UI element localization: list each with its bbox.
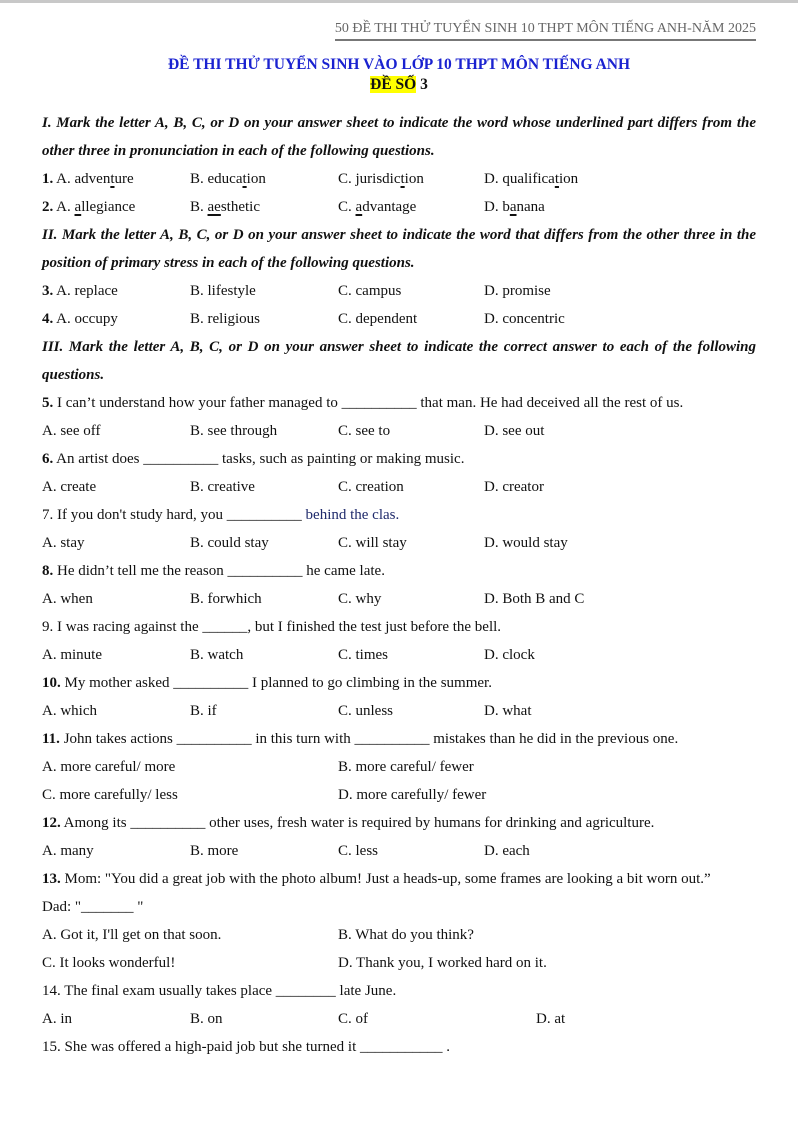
option-text: A. occupy (53, 311, 118, 327)
option-text: A. minute (42, 647, 102, 663)
question-stem (42, 389, 756, 417)
option-text: C. (338, 199, 356, 215)
option-D[interactable] (484, 529, 568, 557)
option-B[interactable] (190, 837, 238, 865)
option-A[interactable] (42, 305, 118, 333)
question-stem (42, 445, 756, 473)
options-row (42, 753, 756, 781)
option-text: C. times (338, 647, 389, 663)
options-row (42, 305, 756, 333)
option-text: A. see off (42, 423, 101, 439)
option-text: A. more careful/ more (42, 759, 176, 775)
option-text: A. Got it, I'll get on that soon. (42, 927, 222, 943)
option-B[interactable] (190, 473, 255, 501)
option-B[interactable] (190, 585, 262, 613)
option-C[interactable] (338, 305, 417, 333)
option-D[interactable] (484, 417, 544, 445)
option-C[interactable] (338, 193, 416, 221)
question-stem (42, 1033, 756, 1061)
option-A[interactable] (42, 641, 102, 669)
option-text: C. campus (338, 283, 402, 299)
option-D[interactable] (484, 193, 545, 221)
option-text-rest: sthetic (220, 199, 260, 215)
option-B[interactable] (190, 305, 260, 333)
option-C[interactable] (338, 165, 424, 193)
underlined-part: t (554, 171, 559, 187)
question-number: 9. (42, 619, 54, 635)
options-row (42, 837, 756, 865)
option-A[interactable] (42, 193, 135, 221)
option-text: B. if (190, 703, 217, 719)
option-C[interactable] (338, 473, 404, 501)
stem-text: Mom: "You did a great job with the photo album! Just a heads-up, some frames are looking a bit worn out.” (60, 871, 711, 887)
options-row (42, 949, 756, 977)
exam-body (42, 109, 756, 1061)
option-B[interactable] (338, 921, 474, 949)
option-text: A. create (42, 479, 97, 495)
option-text: D. creator (484, 479, 544, 495)
option-A[interactable] (42, 585, 93, 613)
question-number: 14. (42, 983, 61, 999)
option-text: B. educa (190, 171, 243, 187)
question-number: 6. (42, 451, 54, 467)
stem-text: I can’t understand how your father managed to __________ that man. He had deceived all the rest of us. (53, 395, 684, 411)
option-D[interactable] (338, 949, 547, 977)
options-row (42, 585, 756, 613)
option-text: A. replace (53, 283, 118, 299)
option-text-rest: nana (516, 199, 545, 215)
option-B[interactable] (190, 417, 277, 445)
stem-text-continued: behind the clas. (305, 507, 400, 523)
option-D[interactable] (484, 277, 551, 305)
option-text-rest: dvantage (362, 199, 417, 215)
option-text: D. qualifica (484, 171, 555, 187)
option-text-rest: ure (114, 171, 134, 187)
question-stem (42, 809, 756, 837)
stem-text: An artist does __________ tasks, such as painting or making music. (53, 451, 465, 467)
option-C[interactable] (338, 1005, 368, 1033)
option-text: D. promise (484, 283, 551, 299)
option-text: D. at (536, 1011, 566, 1027)
option-B[interactable] (190, 641, 243, 669)
stem-text: The final exam usually takes place ________ late June. (60, 983, 397, 999)
question-number: 13. (42, 871, 61, 887)
question-11 (42, 725, 756, 809)
option-text: C. why (338, 591, 382, 607)
option-text: D. Both B and C (484, 591, 585, 607)
option-text-rest: ion (246, 171, 266, 187)
option-D[interactable] (484, 641, 535, 669)
option-text-rest: llegiance (81, 199, 136, 215)
option-D[interactable] (484, 165, 578, 193)
options-row (42, 277, 756, 305)
question-stem (42, 501, 756, 529)
option-D[interactable] (338, 781, 486, 809)
underlined-part: t (400, 171, 405, 187)
option-text: C. creation (338, 479, 404, 495)
question-stem (42, 613, 756, 641)
underlined-part: t (242, 171, 247, 187)
option-text: A. (53, 199, 75, 215)
question-stem (42, 557, 756, 585)
question-number: 8. (42, 563, 54, 579)
options-row (42, 781, 756, 809)
option-A[interactable] (42, 837, 94, 865)
underlined-part: a (509, 199, 517, 215)
option-A[interactable] (42, 753, 175, 781)
question-14 (42, 977, 756, 1033)
option-A[interactable] (42, 921, 221, 949)
question-number: 4. (42, 311, 54, 327)
option-text: A. when (42, 591, 93, 607)
stem-text: I was racing against the ______, but I finished the test just before the bell. (53, 619, 502, 635)
options-row (42, 1005, 756, 1033)
option-text: D. what (484, 703, 532, 719)
option-D[interactable] (484, 585, 584, 613)
options-row (42, 193, 756, 221)
option-text: D. Thank you, I worked hard on it. (338, 955, 547, 971)
option-text: B. What do you think? (338, 927, 474, 943)
option-B[interactable] (190, 193, 260, 221)
exam-number-value: 3 (416, 76, 428, 93)
option-D[interactable] (536, 1005, 565, 1033)
question-2 (42, 193, 756, 221)
option-text: B. watch (190, 647, 244, 663)
section-instruction: I. Mark the letter A, B, C, or D on your answer sheet to indicate the word whose underlined part differs from the other three in pronunciation in each of the following questions. (42, 115, 756, 159)
underlined-part: t (110, 171, 115, 187)
option-C[interactable] (338, 697, 393, 725)
option-A[interactable] (42, 417, 100, 445)
option-A[interactable] (42, 277, 118, 305)
option-C[interactable] (338, 837, 378, 865)
stem-text: She was offered a high-paid job but she turned it ___________ . (60, 1039, 450, 1055)
option-text: D. concentric (484, 311, 565, 327)
option-D[interactable] (484, 697, 532, 725)
stem-text: My mother asked __________ I planned to go climbing in the summer. (60, 675, 492, 691)
option-C[interactable] (338, 529, 407, 557)
option-text: A. in (42, 1011, 72, 1027)
option-B[interactable] (190, 697, 217, 725)
option-B[interactable] (190, 277, 256, 305)
option-text: C. of (338, 1011, 368, 1027)
question-15 (42, 1033, 756, 1061)
option-text: D. more carefully/ fewer (338, 787, 487, 803)
option-text: A. many (42, 843, 94, 859)
stem-extra-line: Dad: "_______ " (42, 899, 144, 915)
option-text-rest: ion (404, 171, 424, 187)
question-number: 10. (42, 675, 61, 691)
option-text: C. dependent (338, 311, 418, 327)
option-C[interactable] (338, 277, 401, 305)
option-text: C. unless (338, 703, 394, 719)
question-7 (42, 501, 756, 557)
question-3 (42, 277, 756, 305)
option-text: B. forwhich (190, 591, 262, 607)
exam-number-label: ĐỀ SỐ (370, 76, 417, 93)
question-stem (42, 669, 756, 697)
option-text: D. b (484, 199, 510, 215)
section-instruction: II. Mark the letter A, B, C, or D on your answer sheet to indicate the word that differs from the other three in the position of primary stress in each of the following questions. (42, 227, 756, 271)
option-A[interactable] (42, 473, 96, 501)
question-10 (42, 669, 756, 725)
question-number: 1. (42, 171, 54, 187)
option-D[interactable] (484, 837, 530, 865)
option-text: C. jurisdic (338, 171, 401, 187)
question-number: 2. (42, 199, 54, 215)
question-1 (42, 165, 756, 193)
stem-text: If you don't study hard, you __________ (53, 507, 306, 523)
stem-text: He didn’t tell me the reason __________ he came late. (53, 563, 385, 579)
question-5 (42, 389, 756, 445)
option-text: B. (190, 199, 208, 215)
option-text: B. could stay (190, 535, 269, 551)
option-text: D. clock (484, 647, 535, 663)
underlined-part: ae (207, 199, 221, 215)
option-text: C. see to (338, 423, 391, 439)
option-C[interactable] (338, 585, 381, 613)
question-number: 5. (42, 395, 54, 411)
option-C[interactable] (42, 781, 178, 809)
stem-text: John takes actions __________ in this turn with __________ mistakes than he did in the previous one. (59, 731, 679, 747)
options-row (42, 529, 756, 557)
question-number: 3. (42, 283, 54, 299)
option-A[interactable] (42, 1005, 72, 1033)
option-D[interactable] (484, 473, 544, 501)
question-stem (42, 865, 756, 893)
option-A[interactable] (42, 529, 85, 557)
question-number: 7. (42, 507, 54, 523)
question-number: 15. (42, 1039, 61, 1055)
question-number: 12. (42, 815, 61, 831)
option-text: D. see out (484, 423, 545, 439)
option-text: C. will stay (338, 535, 407, 551)
option-C[interactable] (338, 641, 388, 669)
option-text: B. creative (190, 479, 255, 495)
question-number: 11. (42, 731, 60, 747)
option-A[interactable] (42, 697, 97, 725)
options-row (42, 473, 756, 501)
question-4 (42, 305, 756, 333)
options-row (42, 921, 756, 949)
stem-text: Among its __________ other uses, fresh water is required by humans for drinking and agriculture. (60, 815, 655, 831)
option-text: D. each (484, 843, 530, 859)
option-text: B. on (190, 1011, 223, 1027)
option-text: A. adven (53, 171, 111, 187)
question-6 (42, 445, 756, 501)
option-text: B. religious (190, 311, 260, 327)
section-instruction: III. Mark the letter A, B, C, or D on your answer sheet to indicate the correct answer to each of the following questions. (42, 339, 756, 383)
option-B[interactable] (190, 529, 269, 557)
option-text: B. more careful/ fewer (338, 759, 474, 775)
top-divider (0, 0, 798, 3)
option-text: B. see through (190, 423, 278, 439)
option-text: D. would stay (484, 535, 568, 551)
option-text: A. which (42, 703, 97, 719)
options-row (42, 417, 756, 445)
option-A[interactable] (42, 165, 134, 193)
underlined-part: a (355, 199, 363, 215)
option-text: B. lifestyle (190, 283, 256, 299)
underlined-part: a (74, 199, 82, 215)
option-text: A. stay (42, 535, 85, 551)
options-row (42, 697, 756, 725)
option-text: C. It looks wonderful! (42, 955, 176, 971)
option-text: C. more carefully/ less (42, 787, 178, 803)
option-text: B. more (190, 843, 239, 859)
exam-number (0, 75, 798, 95)
question-8 (42, 557, 756, 613)
option-D[interactable] (484, 305, 565, 333)
question-12 (42, 809, 756, 865)
exam-title: ĐỀ THI THỬ TUYỂN SINH VÀO LỚP 10 THPT MÔN TIẾNG ANH (167, 56, 631, 73)
option-B[interactable] (190, 165, 266, 193)
question-13 (42, 865, 756, 977)
options-row (42, 165, 756, 193)
option-B[interactable] (190, 1005, 223, 1033)
option-C[interactable] (42, 949, 175, 977)
option-C[interactable] (338, 417, 390, 445)
running-header: 50 ĐỀ THI THỬ TUYỂN SINH 10 THPT MÔN TIẾNG ANH-NĂM 2025 (335, 20, 756, 41)
question-stem (42, 725, 756, 753)
option-text: C. less (338, 843, 379, 859)
question-9 (42, 613, 756, 669)
option-B[interactable] (338, 753, 474, 781)
question-stem (42, 977, 756, 1005)
options-row (42, 641, 756, 669)
option-text-rest: ion (558, 171, 579, 187)
